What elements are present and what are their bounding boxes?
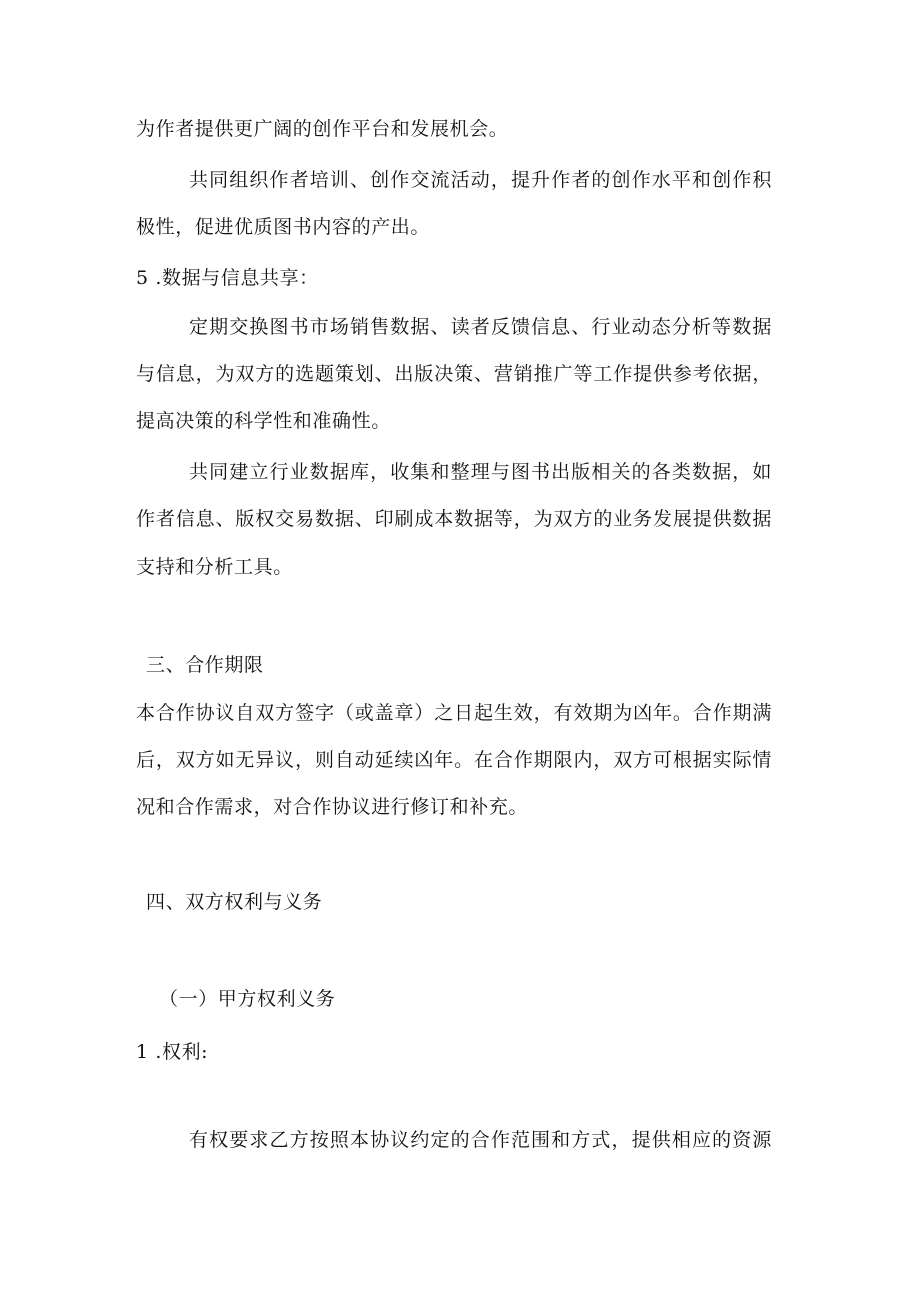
paragraph-line: 共同组织作者培训、创作交流活动，提升作者的创作水平和创作积 xyxy=(189,169,772,191)
paragraph-line: 与信息，为双方的选题策划、出版决策、营销推广等工作提供参考依据， xyxy=(136,363,772,385)
subsection-heading: （一）甲方权利义务 xyxy=(159,988,336,1010)
section-heading: 5 .数据与信息共享： xyxy=(136,267,319,289)
paragraph-line: 有权要求乙方按照本协议约定的合作范围和方式，提供相应的资源 xyxy=(189,1129,772,1151)
list-item-heading: 1 .权利: xyxy=(136,1041,209,1063)
paragraph-line: 为作者提供更广阔的创作平台和发展机会。 xyxy=(136,118,509,140)
paragraph-line: 极性，促进优质图书内容的产出。 xyxy=(136,216,431,238)
section-heading: 四、双方权利与义务 xyxy=(146,891,323,913)
paragraph-line: 支持和分析工具。 xyxy=(136,556,293,578)
paragraph-line: 定期交换图书市场销售数据、读者反馈信息、行业动态分析等数据 xyxy=(189,316,772,338)
paragraph-line: 况和合作需求，对合作协议进行修订和补充。 xyxy=(136,796,529,818)
section-heading: 三、合作期限 xyxy=(146,654,264,676)
paragraph-line: 提高决策的科学性和准确性。 xyxy=(136,410,391,432)
paragraph-line: 作者信息、版权交易数据、印刷成本数据等，为双方的业务发展提供数据 xyxy=(136,508,772,530)
paragraph-line: 后，双方如无异议，则自动延续凶年。在合作期限内，双方可根据实际情 xyxy=(136,749,772,771)
paragraph-line: 本合作协议自双方签字（或盖章）之日起生效，有效期为凶年。合作期满 xyxy=(136,702,772,724)
paragraph-line: 共同建立行业数据库，收集和整理与图书出版相关的各类数据，如 xyxy=(189,461,772,483)
